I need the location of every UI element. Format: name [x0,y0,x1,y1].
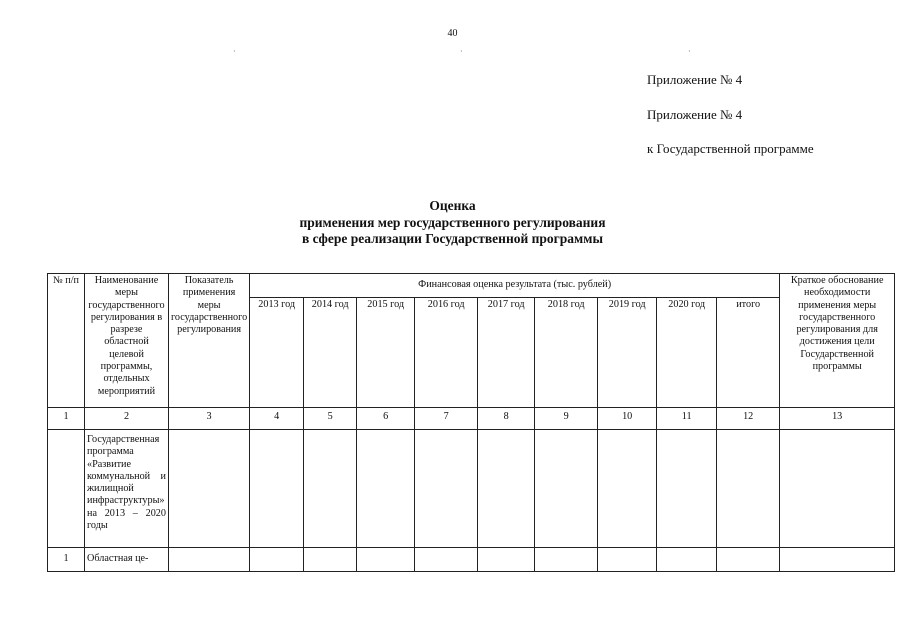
scan-dot: · [233,47,236,56]
row-cell [717,430,780,548]
header-year: 2019 год [598,298,657,408]
header-year: 2020 год [657,298,717,408]
title-line: в сфере реализации Государственной программы [302,231,603,246]
column-number: 3 [169,408,250,430]
row-cell [657,548,717,572]
header-justification: Краткое обоснование необходимости применения меры государственного регулирования для достижения цели Государственной программы [780,274,895,408]
row-cell [357,430,415,548]
column-number: 2 [85,408,169,430]
row-cell [415,430,478,548]
column-number: 9 [535,408,598,430]
appendix-label-repeat: Приложение № 4 [647,107,743,122]
column-number: 10 [598,408,657,430]
row-cell [598,548,657,572]
column-number: 5 [304,408,357,430]
table-row [48,548,895,572]
row-num [48,430,85,548]
column-number: 11 [657,408,717,430]
row-cell [304,430,357,548]
row-cell [717,548,780,572]
appendix-program-ref: к Государственной программе [647,141,814,156]
header-total: итого [717,298,780,408]
column-number: 4 [250,408,304,430]
row-measure: Областная це- [85,548,169,572]
page-number: 40 [447,28,458,39]
regulation-assessment-table [47,273,895,572]
header-year: 2013 год [250,298,304,408]
row-cell [478,430,535,548]
column-number: 12 [717,408,780,430]
row-cell [415,548,478,572]
column-number: 1 [48,408,85,430]
row-cell [780,430,895,548]
header-num: № п/п [48,274,85,408]
header-year: 2014 год [304,298,357,408]
scan-dot: · [688,47,691,56]
row-measure: Государственная программа «Развитие коммунальной и жилищной инфраструктуры» на 2013 – 2020 годы [85,430,169,548]
column-number: 13 [780,408,895,430]
column-number: 6 [357,408,415,430]
header-year: 2018 год [535,298,598,408]
header-indicator: Показатель применения меры государственного регулирования [169,274,250,408]
row-cell [598,430,657,548]
appendix-label: Приложение № 4 [647,72,743,87]
title-line: Оценка [429,198,476,213]
column-number: 7 [415,408,478,430]
table-row [48,430,895,548]
title-line: применения мер государственного регулирования [299,214,606,230]
row-num: 1 [48,548,85,572]
row-cell [357,548,415,572]
header-measure: Наименование меры государственного регулирования в разрезе областной целевой программы, отдельных мероприятий [85,274,169,408]
row-cell [535,430,598,548]
scan-dot: · [460,47,463,56]
column-number: 8 [478,408,535,430]
header-year: 2016 год [415,298,478,408]
row-cell [535,548,598,572]
row-cell [169,548,250,572]
header-financial: Финансовая оценка результата (тыс. рублей) [250,274,780,298]
row-cell [250,548,304,572]
row-cell [169,430,250,548]
row-cell [304,548,357,572]
row-cell [250,430,304,548]
header-year: 2015 год [357,298,415,408]
row-cell [780,548,895,572]
document-title [0,198,905,248]
row-cell [478,548,535,572]
row-cell [657,430,717,548]
header-year: 2017 год [478,298,535,408]
